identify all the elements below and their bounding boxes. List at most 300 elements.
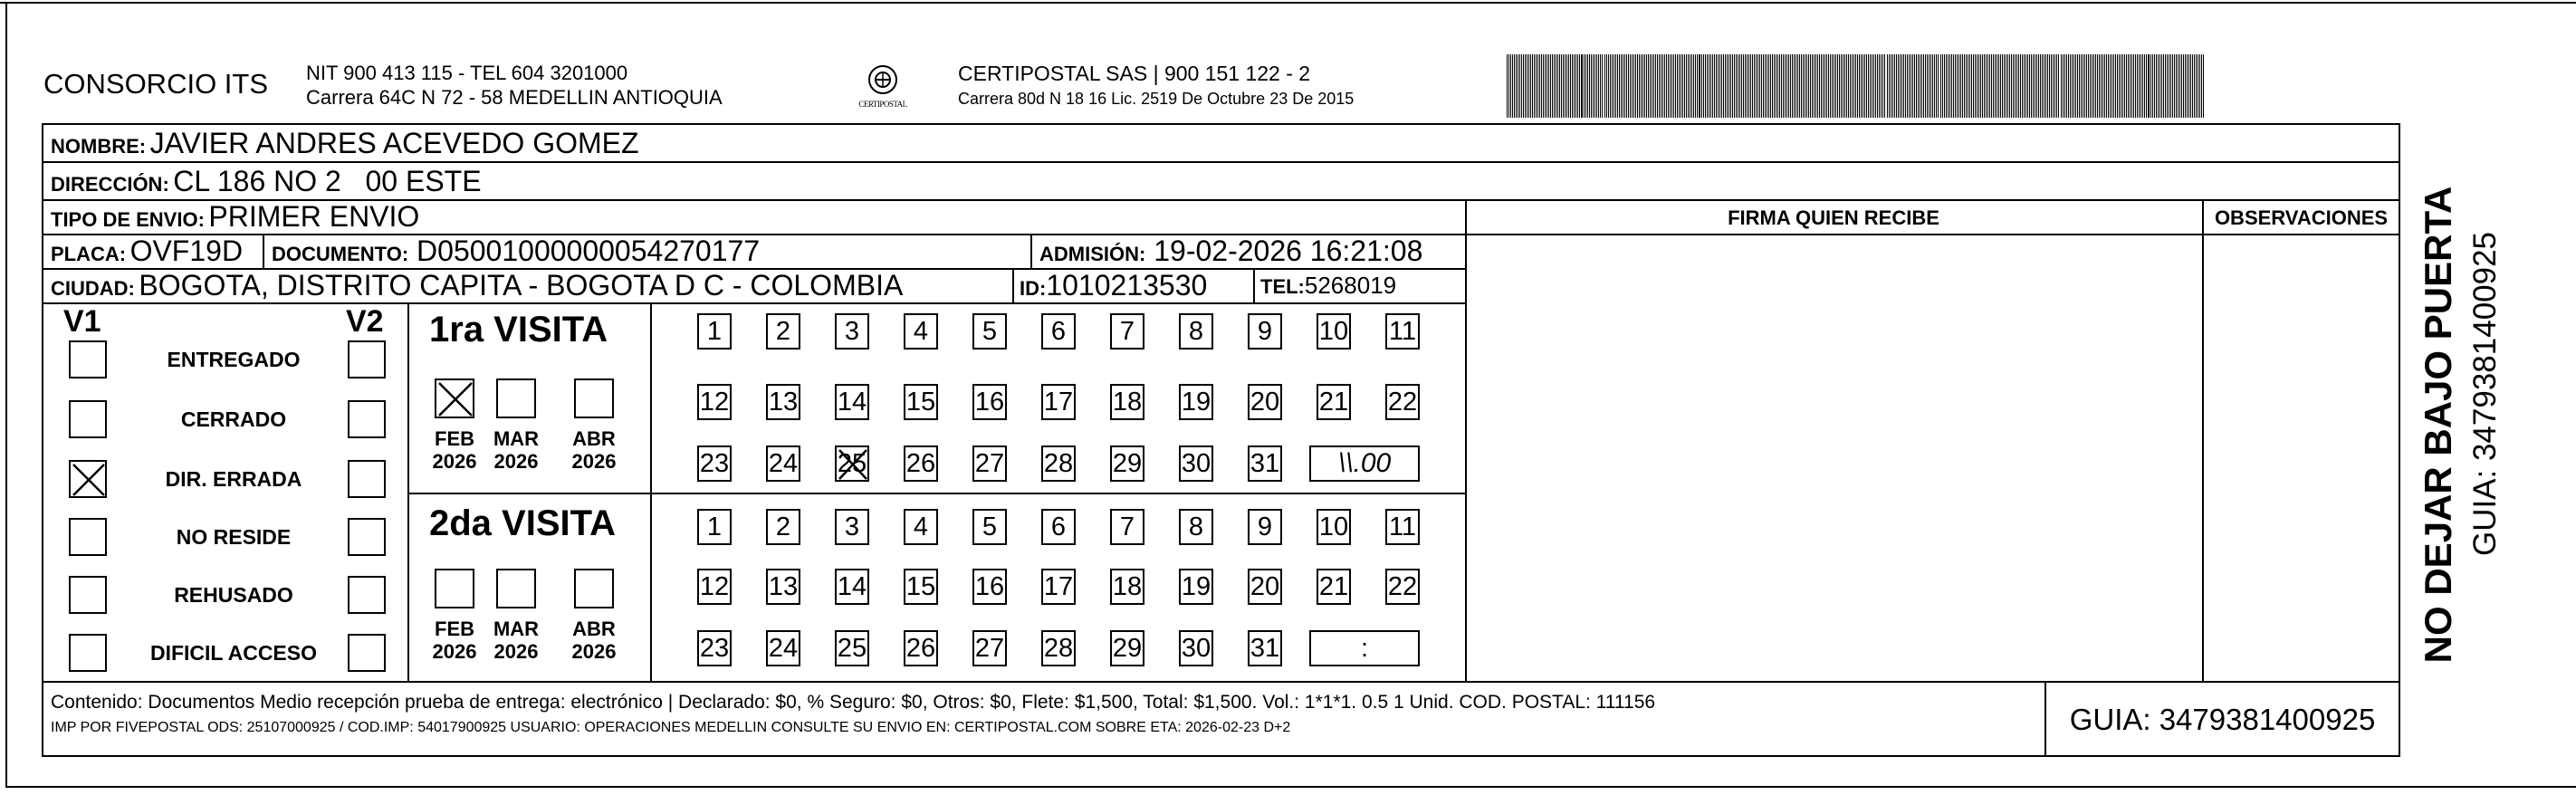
barcode-bar [2022, 54, 2023, 118]
barcode-bar [2172, 54, 2173, 118]
day-box[interactable]: 18 [1110, 384, 1144, 420]
barcode-bar [1666, 54, 1667, 118]
barcode-bar [2002, 54, 2003, 118]
day-box[interactable]: 9 [1248, 509, 1282, 545]
placa-divider [263, 234, 264, 268]
barcode-bar [1545, 54, 1546, 118]
barcode-bar [1585, 54, 1586, 118]
day-box[interactable]: 30 [1179, 630, 1213, 666]
barcode-bar [1898, 54, 1899, 118]
day-box[interactable]: 16 [972, 384, 1007, 420]
barcode-bar [1608, 54, 1609, 118]
barcode-bar [2015, 54, 2016, 118]
day-box[interactable]: 25 [835, 630, 869, 666]
day-box[interactable]: 14 [835, 569, 869, 605]
day-box[interactable]: 7 [1110, 313, 1144, 350]
barcode-bar [2158, 54, 2159, 118]
direccion-value: CL 186 NO 2 00 ESTE [173, 165, 482, 197]
day-box[interactable]: 13 [766, 384, 800, 420]
barcode-bar [2042, 54, 2043, 118]
barcode-bar [1864, 54, 1865, 118]
tipo-row [51, 200, 419, 234]
barcode-bar [1772, 54, 1773, 118]
barcode-bar [1903, 54, 1904, 118]
day-box[interactable]: 12 [697, 384, 732, 420]
day-box[interactable]: 11 [1385, 509, 1420, 545]
barcode-bar [2097, 54, 2098, 118]
barcode-bar [1821, 54, 1822, 118]
day-box[interactable]: 15 [904, 384, 938, 420]
barcode-bar [1960, 54, 1961, 118]
day-box[interactable]: 28 [1041, 630, 1076, 666]
row-line [42, 302, 1465, 304]
side-guia: GUIA: 3479381400925 [2467, 231, 2503, 557]
barcode-bar [1786, 54, 1787, 118]
month-checkbox[interactable] [435, 378, 474, 418]
ciudad-row [51, 269, 903, 302]
barcode-bar [1543, 54, 1544, 118]
day-box[interactable]: 9 [1248, 313, 1282, 350]
barcode-bar [1797, 54, 1798, 118]
check-mark-icon [436, 380, 476, 420]
month-year: 2026 [571, 450, 617, 473]
barcode-bar [1962, 54, 1963, 118]
barcode-bar [1610, 54, 1611, 118]
barcode-bar [1514, 54, 1515, 118]
day-box[interactable]: 31 [1248, 445, 1282, 482]
barcode-bar [2088, 54, 2089, 118]
barcode-bar [1930, 54, 1931, 118]
barcode-bar [2115, 54, 2116, 118]
barcode-bar [1736, 54, 1737, 118]
day-box[interactable]: 6 [1041, 313, 1076, 350]
ciudad-label: CIUDAD: [51, 277, 135, 300]
barcode-bar [1927, 54, 1928, 118]
barcode-bar [1581, 54, 1583, 118]
barcode-bar [1995, 54, 1996, 118]
months-divider [650, 302, 652, 681]
day-box[interactable]: 5 [972, 509, 1007, 545]
day-box[interactable]: 28 [1041, 445, 1076, 482]
barcode-bar [2064, 54, 2065, 118]
month-checkbox[interactable] [435, 569, 474, 608]
month-name: FEB [435, 427, 474, 450]
barcode-bar [1986, 54, 1987, 118]
day-box[interactable]: 20 [1248, 569, 1282, 605]
barcode-bar [1957, 54, 1958, 118]
barcode-bar [2187, 54, 2188, 118]
day-box[interactable]: 8 [1179, 509, 1213, 545]
barcode-bar [2140, 54, 2141, 118]
barcode-bar [1642, 54, 1643, 118]
barcode-bar [1637, 54, 1638, 118]
day-box[interactable]: 10 [1317, 509, 1351, 545]
barcode-bar [1621, 54, 1622, 118]
barcode-bar [1964, 54, 1965, 118]
admision-value: 19-02-2026 16:21:08 [1154, 235, 1423, 267]
barcode-bar [1673, 54, 1674, 118]
admision-row [1039, 235, 1422, 268]
v1-checkbox[interactable] [69, 576, 107, 614]
footer-guia: GUIA: 3479381400925 [2069, 703, 2376, 736]
barcode-bar [1998, 54, 1999, 118]
barcode-bar [1510, 54, 1511, 118]
barcode-bar [2144, 54, 2145, 118]
v1-label: V1 [63, 304, 101, 339]
barcode-bar [1739, 54, 1740, 118]
barcode-bar [2179, 54, 2180, 118]
barcode-bar [1826, 54, 1827, 118]
barcode-bar [2009, 54, 2010, 118]
barcode-bar [1568, 54, 1569, 118]
day-box[interactable]: 8 [1179, 313, 1213, 350]
barcode-bar [1918, 54, 1919, 118]
day-box[interactable]: 16 [972, 569, 1007, 605]
barcode-bar [2066, 54, 2067, 118]
v2-checkbox[interactable] [348, 340, 386, 378]
barcode-bar [2192, 54, 2193, 118]
barcode-bar [1812, 54, 1813, 118]
day-box[interactable]: 27 [972, 630, 1007, 666]
barcode-bar [2117, 54, 2118, 118]
barcode-bar [2110, 54, 2111, 118]
barcode-bar [1650, 54, 1651, 118]
barcode-bar [1664, 54, 1665, 118]
barcode [1505, 54, 2207, 118]
v2-checkbox[interactable] [348, 634, 386, 672]
barcode-bar [1984, 54, 1985, 118]
day-box[interactable]: 1 [697, 509, 732, 545]
barcode-bar [2170, 54, 2171, 118]
v1-checkbox[interactable] [69, 340, 107, 378]
barcode-bar [1828, 54, 1829, 118]
barcode-bar [1923, 54, 1924, 118]
status-option-label: NO RESIDE [176, 525, 292, 549]
barcode-bar [1859, 54, 1860, 118]
check-mark-icon [837, 447, 871, 484]
month-checkbox[interactable] [574, 569, 614, 608]
month-checkbox[interactable] [496, 569, 536, 608]
barcode-bar [2053, 54, 2054, 118]
check-mark-icon [71, 462, 109, 500]
day-box[interactable]: 24 [766, 630, 800, 666]
barcode-bar [1730, 54, 1731, 118]
company-name: CONSORCIO ITS [43, 68, 269, 100]
status-option-label: CERRADO [180, 407, 287, 431]
month-label [562, 427, 626, 473]
row-line [42, 681, 2400, 683]
barcode-bar [2131, 54, 2132, 118]
barcode-bar [1677, 54, 1678, 118]
barcode-bar [1792, 54, 1793, 118]
barcode-bar [1548, 54, 1549, 118]
barcode-bar [1512, 54, 1513, 118]
barcode-bar [1819, 54, 1820, 118]
left-border-line [5, 2, 7, 788]
barcode-bar [1748, 54, 1749, 118]
barcode-bar [2188, 54, 2189, 118]
barcode-bar [1944, 54, 1945, 118]
day-box[interactable]: 4 [904, 313, 938, 350]
barcode-bar [2181, 54, 2182, 118]
day-box[interactable]: 10 [1317, 313, 1351, 350]
barcode-bar [1987, 54, 1988, 118]
visit-split-line [407, 493, 1465, 494]
day-box[interactable]: 15 [904, 569, 938, 605]
barcode-bar [1671, 54, 1672, 118]
barcode-bar [2084, 54, 2085, 118]
certipostal-logo [847, 62, 919, 112]
barcode-bar [1783, 54, 1784, 118]
barcode-bar [2090, 54, 2091, 118]
barcode-bar [1951, 54, 1952, 118]
day-box[interactable]: 30 [1179, 445, 1213, 482]
day-box[interactable]: 19 [1179, 569, 1213, 605]
barcode-bar [1557, 54, 1558, 118]
barcode-bar [2167, 54, 2168, 118]
barcode-bar [2174, 54, 2175, 118]
barcode-bar [1785, 54, 1786, 118]
day-box[interactable]: 19 [1179, 384, 1213, 420]
v2-checkbox[interactable] [348, 518, 386, 556]
day-box[interactable]: 14 [835, 384, 869, 420]
barcode-bar [1801, 54, 1802, 118]
barcode-bar [1615, 54, 1616, 118]
barcode-bar [1712, 54, 1713, 118]
barcode-bar [2075, 54, 2076, 118]
day-box[interactable]: 29 [1110, 445, 1144, 482]
v2-checkbox[interactable] [348, 400, 386, 438]
barcode-bar [1855, 54, 1856, 118]
status-option-label: ENTREGADO [167, 348, 301, 371]
barcode-bar [1912, 54, 1913, 118]
v2-checkbox[interactable] [348, 460, 386, 498]
barcode-bar [1969, 54, 1970, 118]
barcode-bar [2201, 54, 2202, 118]
month-label [484, 427, 548, 473]
barcode-bar [2102, 54, 2103, 118]
month-name: FEB [435, 618, 474, 640]
barcode-bar [1554, 54, 1555, 118]
barcode-bar [1539, 54, 1540, 118]
barcode-bar [1639, 54, 1640, 118]
day-box[interactable]: 5 [972, 313, 1007, 350]
barcode-bar [2185, 54, 2186, 118]
barcode-bar [1991, 54, 1992, 118]
barcode-bar [2000, 54, 2001, 118]
tel-label: TEL: [1260, 275, 1305, 298]
barcode-bar [2049, 54, 2050, 118]
month-checkbox[interactable] [574, 378, 614, 418]
barcode-bar [1723, 54, 1724, 118]
time-box[interactable]: : [1309, 630, 1420, 666]
barcode-bar [1747, 54, 1748, 118]
tel-value: 5268019 [1304, 272, 1397, 299]
day-box[interactable]: 21 [1317, 569, 1351, 605]
barcode-bar [2070, 54, 2071, 118]
day-box[interactable]: 26 [904, 630, 938, 666]
admision-label: ADMISIÓN: [1039, 243, 1146, 265]
firma-header-line [1465, 234, 2400, 235]
barcode-bar [1675, 54, 1676, 118]
barcode-bar [1781, 54, 1782, 118]
day-box[interactable]: 31 [1248, 630, 1282, 666]
barcode-bar [1948, 54, 1949, 118]
day-box[interactable]: 17 [1041, 569, 1076, 605]
barcode-bar [2163, 54, 2164, 118]
barcode-bar [2183, 54, 2184, 118]
barcode-bar [1824, 54, 1825, 118]
barcode-bar [1519, 54, 1520, 118]
v2-label: V2 [346, 304, 384, 339]
barcode-bar [1572, 54, 1573, 118]
barcode-bar [1752, 54, 1753, 118]
barcode-bar [1750, 54, 1751, 118]
barcode-bar [1619, 54, 1620, 118]
day-box[interactable]: 24 [766, 445, 800, 482]
day-box[interactable]: 4 [904, 509, 938, 545]
month-label [484, 618, 548, 663]
barcode-bar [2108, 54, 2109, 118]
barcode-bar [1757, 54, 1758, 118]
barcode-bar [1958, 54, 1959, 118]
barcode-bar [1971, 54, 1972, 118]
day-box[interactable]: 2 [766, 509, 800, 545]
v1-checkbox[interactable] [69, 634, 107, 672]
barcode-bar [1870, 54, 1871, 118]
day-box[interactable]: 22 [1385, 569, 1420, 605]
firma-divider [1465, 199, 1467, 681]
month-name: MAR [493, 618, 540, 640]
barcode-bar [1655, 54, 1656, 118]
barcode-bar [1973, 54, 1974, 118]
nombre-row [51, 127, 639, 160]
barcode-bar [2027, 54, 2028, 118]
barcode-bar [2040, 54, 2041, 118]
direccion-row [51, 165, 482, 198]
barcode-bar [2056, 54, 2057, 118]
barcode-bar [1768, 54, 1769, 118]
month-checkbox[interactable] [496, 378, 536, 418]
admision-divider [1030, 234, 1032, 268]
barcode-bar [1528, 54, 1529, 118]
v1-checkbox[interactable] [69, 460, 107, 498]
day-box[interactable]: 13 [766, 569, 800, 605]
barcode-bar [1916, 54, 1917, 118]
day-box[interactable]: 1 [697, 313, 732, 350]
barcode-bar [2178, 54, 2179, 118]
day-box[interactable]: 20 [1248, 384, 1282, 420]
day-box[interactable]: 25 [835, 445, 869, 482]
v1-checkbox[interactable] [69, 518, 107, 556]
barcode-bar [1936, 54, 1937, 118]
v2-checkbox[interactable] [348, 576, 386, 614]
barcode-bar [2154, 54, 2155, 118]
barcode-bar [1606, 54, 1607, 118]
day-box[interactable]: 3 [835, 509, 869, 545]
barcode-bar [2058, 54, 2059, 118]
barcode-bar [1946, 54, 1947, 118]
time-box[interactable]: \\.00 [1309, 445, 1420, 482]
barcode-bar [1953, 54, 1954, 118]
v1-checkbox[interactable] [69, 400, 107, 438]
day-box[interactable]: 29 [1110, 630, 1144, 666]
barcode-bar [1882, 54, 1883, 118]
day-box[interactable]: 3 [835, 313, 869, 350]
barcode-bar [2036, 54, 2037, 118]
barcode-bar [1670, 54, 1671, 118]
barcode-bar [2106, 54, 2107, 118]
day-box[interactable]: 21 [1317, 384, 1351, 420]
barcode-bar [2203, 54, 2204, 118]
day-box[interactable]: 23 [697, 630, 732, 666]
barcode-bar [2156, 54, 2157, 118]
barcode-bar [1668, 54, 1669, 118]
barcode-bar [2135, 54, 2136, 118]
month-name: ABR [572, 618, 616, 640]
barcode-bar [2004, 54, 2005, 118]
barcode-bar [1978, 54, 1979, 118]
day-box[interactable]: 18 [1110, 569, 1144, 605]
barcode-bar [2152, 54, 2153, 118]
barcode-bar [1530, 54, 1531, 118]
barcode-bar [2148, 54, 2150, 118]
carrier-info-line1: CERTIPOSTAL SAS | 900 151 122 - 2 [958, 62, 1311, 85]
barcode-bar [2044, 54, 2045, 118]
barcode-bar [1759, 54, 1760, 118]
day-box[interactable]: 7 [1110, 509, 1144, 545]
barcode-bar [1532, 54, 1533, 118]
side-notice: NO DEJAR BAJO PUERTA [2417, 186, 2459, 664]
month-label [562, 618, 626, 663]
day-box[interactable]: 6 [1041, 509, 1076, 545]
barcode-bar [2176, 54, 2177, 118]
barcode-bar [2099, 54, 2100, 118]
barcode-bar [2196, 54, 2197, 118]
barcode-bar [1910, 54, 1911, 118]
barcode-bar [1832, 54, 1833, 118]
day-box[interactable]: 23 [697, 445, 732, 482]
barcode-bar [2113, 54, 2114, 118]
barcode-bar [1719, 54, 1720, 118]
barcode-bar [1837, 54, 1838, 118]
day-box[interactable]: 22 [1385, 384, 1420, 420]
barcode-bar [1835, 54, 1836, 118]
barcode-bar [2045, 54, 2046, 118]
company-info-line1: NIT 900 413 115 - TEL 604 3201000 [306, 62, 628, 84]
day-box[interactable]: 27 [972, 445, 1007, 482]
day-box[interactable]: 2 [766, 313, 800, 350]
day-box[interactable]: 12 [697, 569, 732, 605]
barcode-bar [2033, 54, 2034, 118]
month-year: 2026 [432, 640, 477, 663]
barcode-bar [1982, 54, 1983, 118]
barcode-bar [1701, 54, 1702, 118]
barcode-bar [1808, 54, 1809, 118]
barcode-bar [1853, 54, 1854, 118]
barcode-bar [1584, 54, 1585, 118]
barcode-bar [1714, 54, 1715, 118]
barcode-bar [1695, 54, 1696, 118]
month-name: MAR [493, 427, 540, 450]
barcode-bar [1852, 54, 1853, 118]
day-box[interactable]: 17 [1041, 384, 1076, 420]
barcode-bar [1774, 54, 1775, 118]
day-box[interactable]: 11 [1385, 313, 1420, 350]
barcode-bar [1648, 54, 1649, 118]
day-box[interactable]: 26 [904, 445, 938, 482]
barcode-bar [2130, 54, 2131, 118]
